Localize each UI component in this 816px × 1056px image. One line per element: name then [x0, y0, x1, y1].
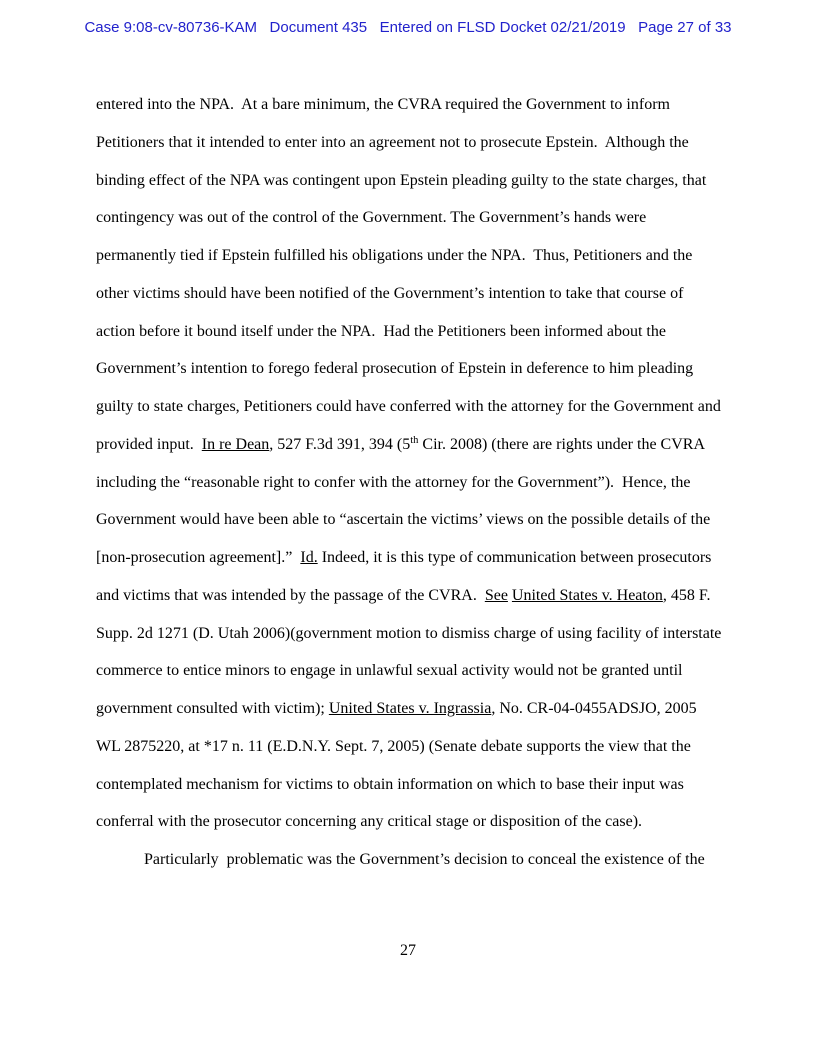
text-run: Particularly problematic was the Government’s decision to conceal the existence of the [144, 851, 705, 868]
citation-text: United States v. Ingrassia [328, 700, 492, 717]
page-number: 27 [400, 942, 416, 959]
citation-text: See [484, 586, 508, 604]
paragraph [96, 86, 726, 841]
document-body [96, 86, 726, 879]
text-run: , 527 F.3d 391, 394 (5 [269, 435, 411, 453]
superscript-text: th [410, 434, 419, 446]
citation-text: In re Dean [201, 435, 270, 453]
paragraph [96, 841, 722, 879]
case-header: Case 9:08-cv-80736-KAM Document 435 Entered on FLSD Docket 02/21/2019 Page 27 of 33 [84, 19, 732, 36]
text-run: Indeed, it is this type of communication between prosecutors and victims that was intended by the passage of the CVRA. [96, 549, 716, 604]
citation-text: United States v. Heaton [511, 586, 663, 604]
citation-text: Id. [300, 549, 318, 566]
text-run: Cir. 2008) (there are rights under the CVRA including the “reasonable right to confer with the attorney for the Government”). Hence, the Government would have been able to “ascertain the victims’ views on the possible details of the [non-prosecution agreement].” [96, 435, 715, 566]
text-run: entered into the NPA. At a bare minimum, the CVRA required the Government to inform Petitioners that it intended to enter into an agreement not to prosecute Epstein. Although the binding effect of the NPA was contingent upon Epstein pleading guilty to the state charges, that contingency was out of the control of the Government. The Government’s hands were permanently tied if Epstein fulfilled his obligations under the NPA. Thus, Petitioners and the other victims should have been notified of the Government’s intention to take that course of action before it bound itself under the NPA. Had the Petitioners been informed about the Government’s intention to forego federal prosecution of Epstein in deference to him pleading guilty to state charges, Petitioners could have conferred with the attorney for the Government and provided input. [96, 96, 725, 453]
text-run: , 458 F. Supp. 2d 1271 (D. Utah 2006)(government motion to dismiss charge of using facility of interstate commerce to entice minors to engage in unlawful sexual activity would not be granted until government consulted with victim); [96, 586, 726, 717]
text-run: , No. CR-04-0455ADSJO, 2005 WL 2875220, at *17 n. 11 (E.D.N.Y. Sept. 7, 2005) (Senate debate supports the view that the contemplated mechanism for victims to obtain information on which to base their input was conferral with the prosecutor concerning any critical stage or disposition of the case). [96, 700, 701, 831]
